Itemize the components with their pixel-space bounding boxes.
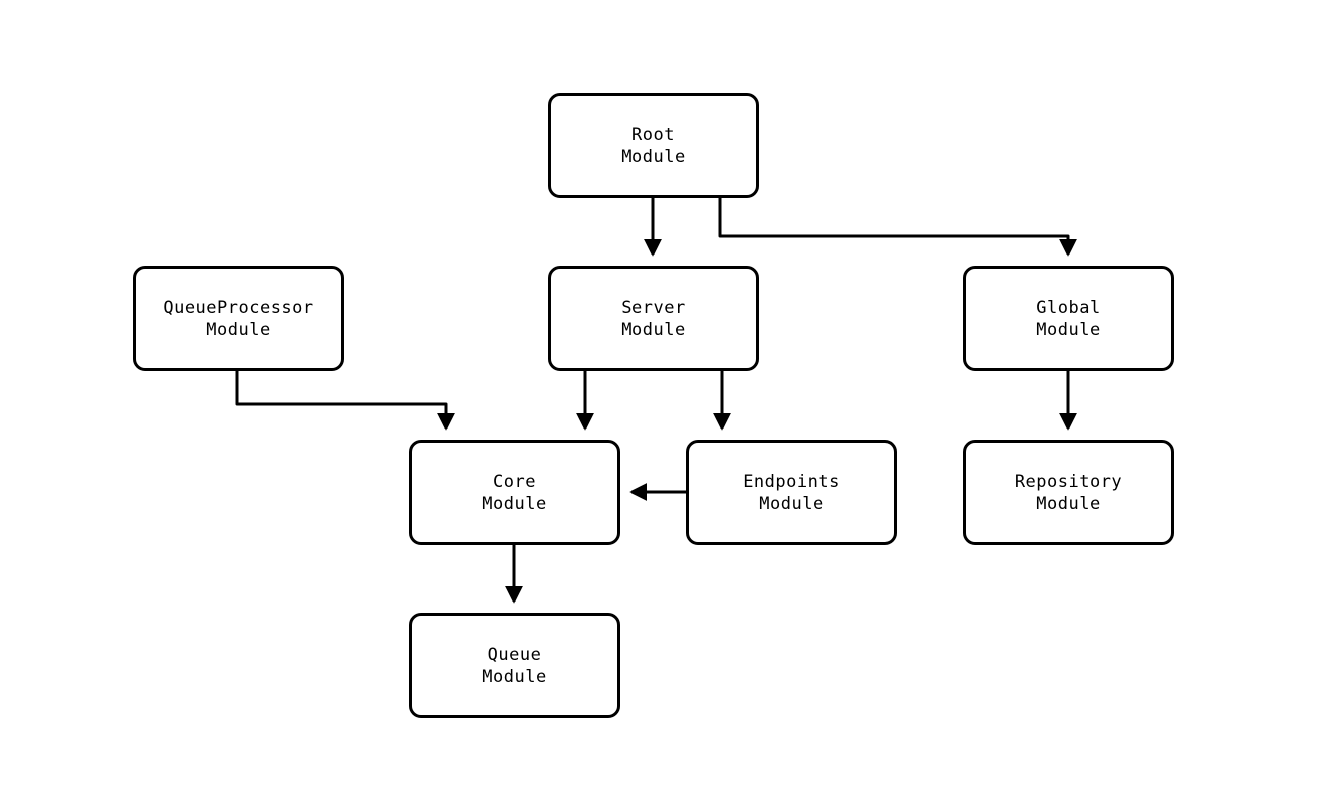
node-label-line2: Module bbox=[482, 493, 547, 514]
node-core-module[interactable] bbox=[409, 440, 620, 545]
node-repository-module[interactable] bbox=[963, 440, 1174, 545]
node-label-line2: Module bbox=[759, 493, 824, 514]
node-label-line2: Module bbox=[482, 666, 547, 687]
node-label-line1: Repository bbox=[1014, 471, 1123, 492]
node-root-module[interactable] bbox=[548, 93, 759, 198]
edge-queueprocessor-to-core bbox=[237, 371, 446, 429]
node-queueprocessor-module[interactable] bbox=[133, 266, 344, 371]
node-label-line2: Module bbox=[621, 319, 686, 340]
node-label-line1: QueueProcessor bbox=[163, 297, 314, 318]
node-label-line2: Module bbox=[1036, 319, 1101, 340]
node-label-line1: Endpoints bbox=[743, 471, 840, 492]
node-endpoints-module[interactable] bbox=[686, 440, 897, 545]
node-label-line1: Global bbox=[1036, 297, 1101, 318]
node-label-line1: Root bbox=[632, 124, 675, 145]
node-label-line1: Core bbox=[493, 471, 536, 492]
node-label-line2: Module bbox=[1036, 493, 1101, 514]
node-queue-module[interactable] bbox=[409, 613, 620, 718]
node-global-module[interactable] bbox=[963, 266, 1174, 371]
node-label-line1: Queue bbox=[487, 644, 542, 665]
node-label-line1: Server bbox=[621, 297, 686, 318]
node-server-module[interactable] bbox=[548, 266, 759, 371]
edge-root-to-global bbox=[720, 198, 1068, 255]
node-label-line2: Module bbox=[621, 146, 686, 167]
node-label-line2: Module bbox=[206, 319, 271, 340]
